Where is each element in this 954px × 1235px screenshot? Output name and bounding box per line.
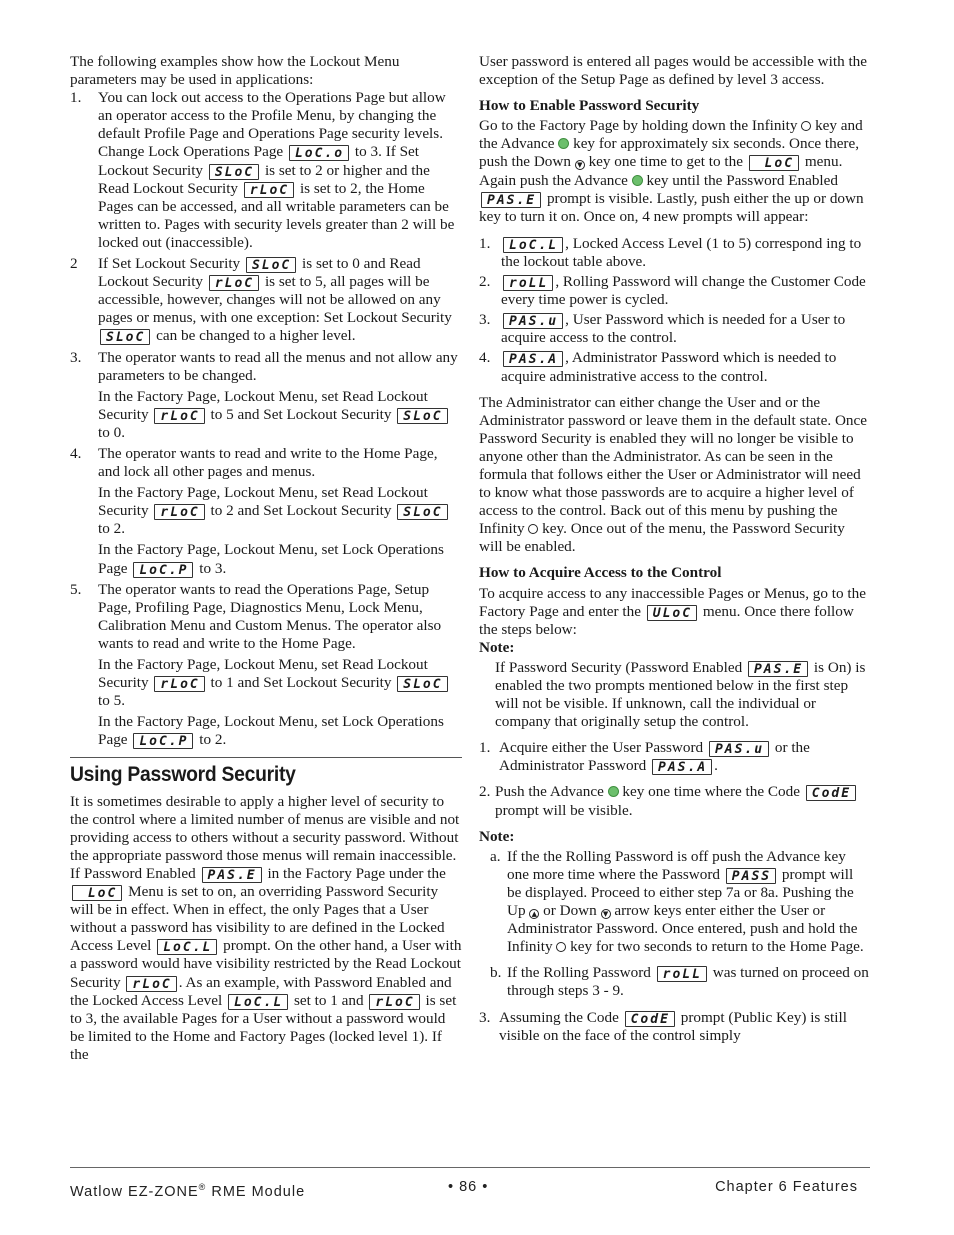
infinity-key-icon [556, 942, 566, 952]
page-number: • 86 • [448, 1179, 489, 1195]
list-item: 2 If Set Lockout Security SLoC is set to 0 and Read Lockout Security rLoC is set to 5, all pages will be accessible, however, changes will not be allowed on any pages or menus, with one exception: Set Lockout Security SLoC can be changed to a higher level. [70, 255, 452, 346]
list-item: 5. The operator wants to read the Operations Page, Setup Page, Profiling Page, Diagnostics Menu, Lock Menu, Calibration Menu and Custom Menus. The operator also wants to read and write to the Home Page. In the Factory Page, Lockout Menu, set Read Lockout Security rLoC to 1 and Set Lockout Security SLoC to 5. In the Factory Page, Lockout Menu, set Lock Operations Page LoC.P to 2. [70, 581, 462, 750]
footer-product: Watlow EZ-ZONE® RME Module [70, 1182, 306, 1200]
code-roll: roLL [657, 966, 707, 982]
code-pasa: PAS.A [652, 759, 712, 775]
code-rloc: rLoC [126, 976, 176, 992]
code-pasu: PAS.u [709, 741, 769, 757]
note-label: Note: [479, 827, 515, 845]
code-rloc: rLoC [244, 182, 294, 198]
infinity-key-icon [528, 524, 538, 534]
right-column [479, 53, 871, 1045]
section-divider [70, 757, 462, 758]
heading-enable: How to Enable Password Security [479, 97, 700, 115]
code-rloc: rLoC [154, 676, 204, 692]
code-rloc: rLoC [209, 275, 259, 291]
code-pase: PAS.E [481, 192, 541, 208]
advance-key-icon [558, 138, 569, 149]
example-list [70, 89, 462, 749]
acquire-paragraph: To acquire access to any inaccessible Pages or Menus, go to the Factory Page and enter the ULoC menu. Once there follow the steps below: [479, 584, 866, 638]
left-column [70, 53, 462, 1064]
code-sloc: SLoC [397, 504, 447, 520]
down-key-icon: ▼ [575, 160, 585, 170]
code-pasu: PAS.u [503, 313, 563, 329]
code-loco: LoC.o [289, 145, 349, 161]
password-paragraph: It is sometimes desirable to apply a higher level of security to the control where a limited number of menus are visible and not providing access to others without a security password. Without the appropriate password those menus will remain inaccessible. If Password Enabled PAS.E in the Factory Page under the LoC Menu is set to on, an overriding Password Security will be in effect. When in effect, the only Pages that a User without a password has visibility to are defined in the Locked Access Level LoC.L prompt. On the other hand, a User with a password would have visibility restricted by the Read Lockout Security rLoC . As an example, with Password Enabled and the Locked Access Level LoC.L set to 1 and rLoC is set to 3, the available Pages for a User without a password would be limited to the Home and Factory Pages (locked level 1). If the [70, 792, 462, 1063]
code-pase: PAS.E [748, 661, 808, 677]
note-item-a: a. If the the Rolling Password is off push the Advance key one more time where the Password PASS prompt will be displayed. Proceed to either step 7a or 8a. Pushing the Up ▲ or Down ▼ arrow keys enter either the User or Administrator Password. Once entered, push and hold the Infinity key for two seconds to return to the Home Page. [490, 847, 864, 956]
code-locl: LoC.L [503, 237, 563, 253]
down-key-icon: ▼ [601, 909, 611, 919]
code-pass: PASS [726, 868, 776, 884]
code-sloc: SLoC [397, 408, 447, 424]
code-sloc: SLoC [246, 257, 296, 273]
code-sloc: SLoC [100, 329, 150, 345]
list-item: 3. PAS.u , User Password which is needed for a User to acquire access to the control. [479, 311, 846, 347]
step-item: 3. Assuming the Code CodE prompt (Public Key) is still visible on the face of the control simply [479, 1008, 847, 1044]
list-item: 1. LoC.L , Locked Access Level (1 to 5) correspond ing to the lockout table above. [479, 234, 862, 270]
code-roll: roLL [503, 275, 553, 291]
list-item: 4. PAS.A , Administrator Password which is needed to acquire administrative access to the control. [479, 349, 837, 385]
code-rloc: rLoC [154, 408, 204, 424]
code-sloc: SLoC [209, 164, 259, 180]
code-loc: LoC [749, 155, 799, 171]
note-paragraph: If Password Security (Password Enabled PAS.E is On) is enabled the two prompts mentioned below in the first step will not be visible. If unknown, call the individual or company that originally setup the control. [495, 658, 866, 731]
list-item: 3. The operator wants to read all the menus and not allow any parameters to be changed. In the Factory Page, Lockout Menu, set Read Lockout Security rLoC to 5 and Set Lockout Security SLoC to 0. [70, 348, 458, 441]
prompt-list [479, 235, 871, 386]
admin-paragraph: The Administrator can either change the User and or the Administrator password or leave them in the default state. Once Password Security is enabled they will no longer be visible to anyone other than the Administrator. As can be seen in the formula that follows either the User or Administrator will need to know what those passwords are to acquire a higher level of access to the control. Back out of this menu by pushing the Infinity key. Once out of the menu, the Password Security will be enabled. [479, 393, 868, 556]
code-code: CodE [625, 1011, 675, 1027]
section-title: Using Password Security [70, 763, 296, 787]
code-locl: LoC.L [157, 939, 217, 955]
step-item: 1. Acquire either the User Password PAS.u or the Administrator Password PAS.A . [479, 739, 810, 776]
intro-paragraph: The following examples show how the Lockout Menu parameters may be used in applications: [70, 53, 400, 89]
advance-key-icon [632, 175, 643, 186]
code-code: CodE [806, 785, 856, 801]
footer-chapter: Chapter 6 Features [715, 1179, 858, 1195]
list-item: 2. roLL , Rolling Password will change the Customer Code every time power is cycled. [479, 273, 866, 309]
code-pasa: PAS.A [503, 351, 563, 367]
code-uloc: ULoC [647, 605, 697, 621]
infinity-key-icon [801, 121, 811, 131]
code-rloc: rLoC [154, 504, 204, 520]
code-loc: LoC [72, 885, 122, 901]
page-footer [70, 1167, 870, 1200]
note-label: Note: [479, 638, 515, 656]
list-item: 4. The operator wants to read and write to the Home Page, and lock all other pages and menus. In the Factory Page, Lockout Menu, set Read Lockout Security rLoC to 2 and Set Lockout Security SLoC to 2. In the Factory Page, Lockout Menu, set Lock Operations Page LoC.P to 3. [70, 445, 462, 578]
list-item: 1. You can lock out access to the Operations Page but allow an operator access to the Profile Menu, by changing the default Profile Page and Operations Page security levels. Change Lock Operations Page LoC.o to 3. If Set Lockout Security SLoC is set to 2 or higher and the Read Lockout Security rLoC is set to 2, the Home Pages can be accessed, and all writable parameters can be written to. Pages with security levels greater than 2 will be locked out (inaccessible). [70, 89, 455, 251]
code-rloc: rLoC [369, 994, 419, 1010]
code-sloc: SLoC [397, 676, 447, 692]
heading-acquire: How to Acquire Access to the Control [479, 564, 722, 582]
note-item-b: b. If the Rolling Password roLL was turned on proceed on through steps 3 - 9. [490, 964, 869, 1000]
code-pase: PAS.E [202, 867, 262, 883]
up-key-icon: ▲ [529, 909, 539, 919]
step-item: 2. Push the Advance key one time where the Code CodE prompt will be visible. [479, 783, 871, 819]
code-locl: LoC.L [228, 994, 288, 1010]
continued-paragraph: User password is entered all pages would be accessible with the exception of the Setup Page as defined by level 3 access. [479, 53, 868, 89]
code-locp: LoC.P [133, 733, 193, 749]
enable-paragraph: Go to the Factory Page by holding down the Infinity key and the Advance key for approximately six seconds. Once there, push the Down ▼ key one time to get to the LoC menu. Again push the Advance key until the Password Enabled PAS.E prompt is visible. Lastly, push either the up or down key to turn it on. Once on, 4 new prompts will appear: [479, 117, 864, 225]
code-locp: LoC.P [133, 562, 193, 578]
advance-key-icon [608, 786, 619, 797]
